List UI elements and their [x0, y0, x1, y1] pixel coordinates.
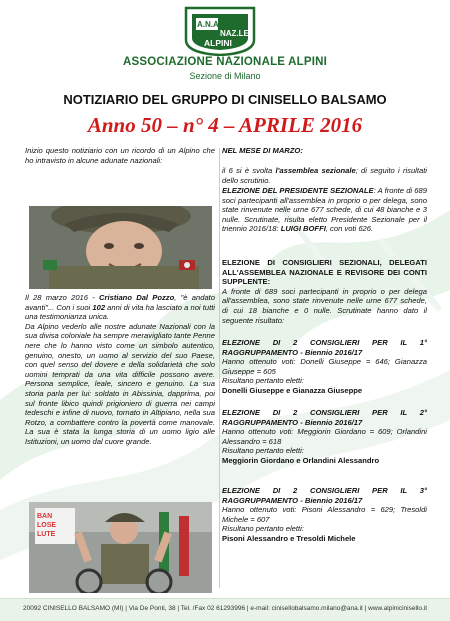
month-block — [222, 146, 427, 156]
left-column-body — [25, 293, 215, 447]
issue-line: Anno 50 – n° 4 – APRILE 2016 — [87, 113, 363, 137]
page-header — [0, 0, 450, 88]
councillors-heading: ELEZIONE DI CONSIGLIERI SEZIONALI, DELEGATI ALL'ASSEMBLEA NAZIONALE E REVISORE DEI CONTI SUPPLENTE: — [222, 258, 427, 287]
logo-text-top: A.N.A. — [197, 20, 221, 29]
organization-name: ASSOCIAZIONE NAZIONALE ALPINI — [122, 56, 328, 68]
obituary-text-b: anni di vita ha lasciato a noi tutti una testimonianza unica. — [25, 302, 215, 322]
obituary-age: 102 — [92, 302, 106, 312]
page-footer — [0, 598, 450, 621]
president-votes: , con voti 626. — [325, 224, 374, 234]
obituary-date: Il 28 marzo 2016 - — [25, 293, 100, 302]
president-heading: ELEZIONE DEL PRESIDENTE SEZIONALE — [222, 186, 374, 195]
obituary-story: Da Alpino vederlo alle nostre adunate Nazionali con la sua divisa coloniale ha sempre meravigliato tante Penne nere che lo hanno visto come un simbolo autentico, genuino, onesto, un uomo al servizio del suo Paese, con quel senso del dovere e della solidarietà che solo uomini temprati da una vita difficile possono avere. Persona semplice, leale, sincero e genuino. La sua storia parla per lui: soldato in Abissinia, dapprima, poi sul fronte libico quindi prigioniero di guerra nei campi tedeschi e infine di nuovo, tornato in Altipiano, nella sua Rotzo, a combattere contro la povertà come manovale. La sua è stata la lunga storia di un uomo ligio alle Istituzioni, un uomo dal cuore grande. — [25, 321, 215, 446]
president-name: LUIGI BOFFI — [280, 224, 326, 234]
councillors-text: A fronte di 689 soci partecipanti in proprio o per delega all'assemblea, sono state rinvenute nelle urne 677 schede, di cui 18 bianche e 0 nulle. Scrutinate hanno dato il seguente risultato: — [222, 286, 427, 325]
column-separator — [219, 148, 220, 588]
logo-text-bottom: ALPINI — [204, 38, 232, 48]
councillors-block — [222, 258, 427, 325]
group1-result-label: Risultano pertanto eletti: — [222, 376, 304, 386]
obituary-lead — [25, 293, 215, 322]
group3-heading: ELEZIONE DI 2 CONSIGLIERI PER IL 3° RAGGRUPPAMENTO - Biennio 2016/17 — [222, 486, 427, 505]
president-block — [222, 186, 427, 234]
parade-sign-line-1: BAN — [37, 513, 53, 520]
group1-elected: Donelli Giuseppe e Gianazza Giuseppe — [222, 385, 363, 395]
portrait-photo — [29, 206, 212, 289]
obituary-name: Cristiano Dal Pozzo — [99, 293, 175, 302]
parade-sign-line-3: LUTE — [37, 531, 56, 538]
assembly-keyword: l'assemblea sezionale — [275, 166, 356, 175]
bulletin-title: NOTIZIARIO DEL GRUPPO DI CINISELLO BALSAMO — [63, 92, 387, 107]
assembly-block — [222, 166, 427, 185]
logo-text-mid: NAZ.LE — [220, 29, 249, 38]
group3-elected: Pisoni Alessandro e Tresoldi Michele — [222, 533, 356, 543]
left-column — [25, 146, 215, 165]
parade-sign-line-2: LOSE — [37, 522, 57, 529]
group2-votes: Hanno ottenuto voti: Meggiorin Giordano = 609; Orlandini Alessandro = 618 — [222, 427, 427, 446]
intro-text: Inizio questo notiziario con un ricordo di un Alpino che ho intravisto in alcune adunate nazionali: — [25, 146, 215, 165]
group1-votes: Hanno ottenuto voti: Donelli Giuseppe = 646; Gianazza Giuseppe = 605 — [222, 357, 427, 376]
month-heading: NEL MESE DI MARZO: — [222, 146, 303, 155]
group3-block — [222, 486, 427, 544]
president-text — [222, 186, 427, 234]
obituary-text-a: , "è andato avanti"... Con i suoi — [25, 293, 216, 312]
group3-result-label: Risultano pertanto eletti: — [222, 524, 304, 534]
assembly-text-a: il 6 si è svolta — [222, 166, 276, 175]
group2-heading: ELEZIONE DI 2 CONSIGLIERI PER IL 2° RAGGRUPPAMENTO - Biennio 2016/17 — [222, 408, 427, 427]
ana-logo — [182, 4, 258, 56]
assembly-text — [222, 166, 427, 185]
section-name: Sezione di Milano — [189, 71, 261, 81]
parade-photo — [29, 502, 212, 593]
footer-contacts: 20092 CINISELLO BALSAMO (MI) | Via De Ponti, 38 | Tel. /Fax 02 61293996 | e-mail: cinisellobalsamo.milano@ana.it | www.alpinicinisello.it — [22, 605, 428, 612]
group1-heading: ELEZIONE DI 2 CONSIGLIERI PER IL 1° RAGGRUPPAMENTO - Biennio 2016/17 — [222, 338, 427, 357]
group2-elected: Meggiorin Giordano e Orlandini Alessandro — [222, 455, 380, 465]
group2-result-label: Risultano pertanto eletti: — [222, 446, 304, 456]
assembly-text-c: ; di seguito i risultati dello scrutinio. — [222, 166, 427, 185]
group1-block — [222, 338, 427, 396]
president-body: : A fronte di 689 soci partecipanti all'assemblea in proprio o per delega, sono state rinvenute nelle urne 677 schede, di cui 48 bianche e 3 nulle. Scrutinate, risulta eletto Presidente Sezionale per il triennio 2016/18: — [222, 186, 427, 234]
group3-votes: Hanno ottenuto voti: Pisoni Alessandro = 629; Tresoldi Michele = 607 — [222, 505, 427, 524]
group2-block — [222, 408, 427, 466]
